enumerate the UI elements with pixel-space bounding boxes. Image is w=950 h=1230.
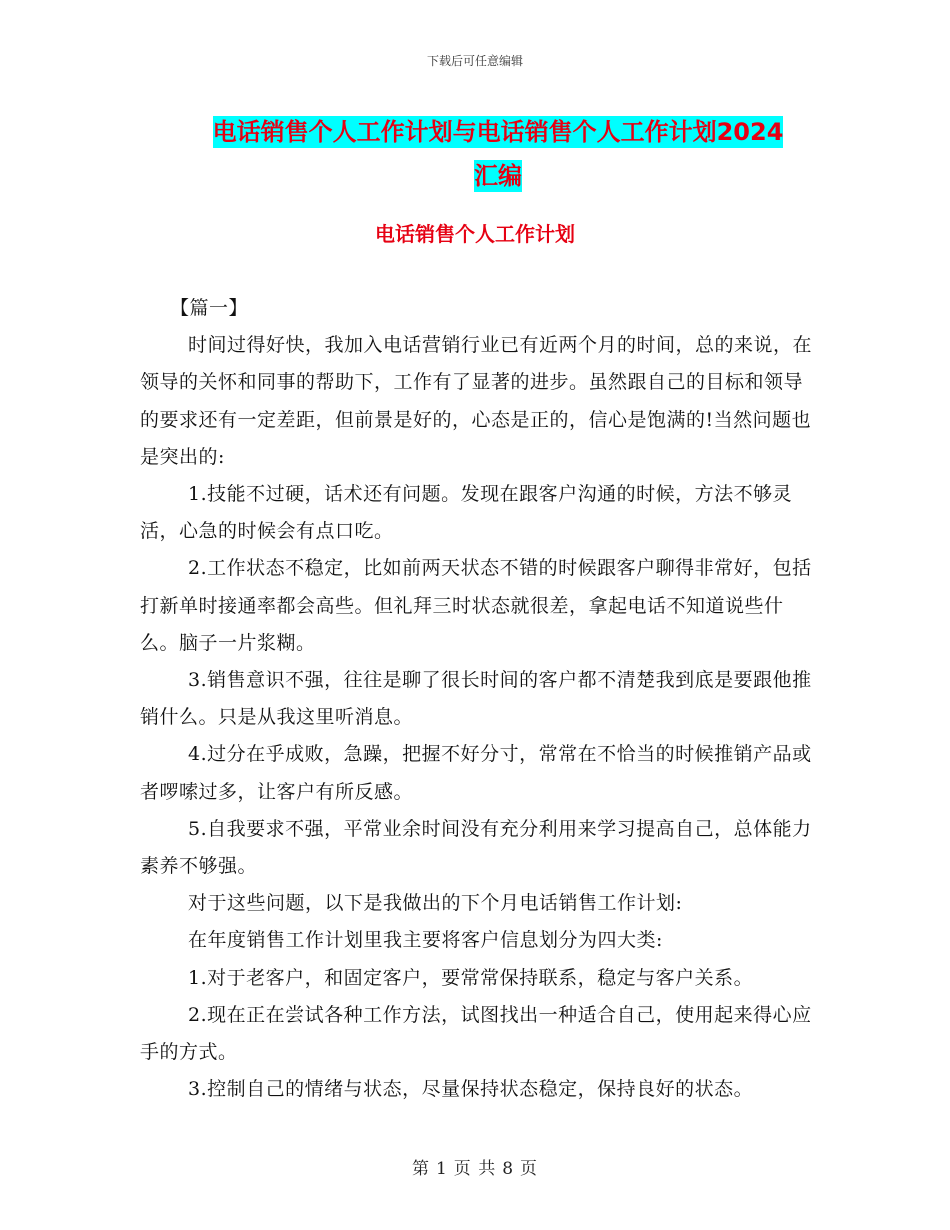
document-title <box>193 110 803 198</box>
paragraph: 4.过分在乎成败，急躁，把握不好分寸，常常在不恰当的时候推销产品或者啰嗦过多，让客户有所反感。 <box>140 743 812 803</box>
page-footer <box>0 1154 950 1179</box>
paragraph: 3.销售意识不强，往往是聊了很长时间的客户都不清楚我到底是要跟他推销什么。只是从我这里听消息。 <box>140 669 812 729</box>
paragraph: 在年度销售工作计划里我主要将客户信息划分为四大类: <box>188 929 663 952</box>
section-title: 电话销售个人工作计划 <box>375 222 575 246</box>
paragraph: 对于这些问题，以下是我做出的下个月电话销售工作计划: <box>188 892 683 915</box>
paragraph: 2.现在正在尝试各种工作方法，试图找出一种适合自己，使用起来得心应手的方式。 <box>140 1003 812 1064</box>
paragraph: 1.技能不过硬，话术还有问题。发现在跟客户沟通的时候，方法不够灵活，心急的时候会有点口吃。 <box>140 483 793 543</box>
document-title-line-1: 电话销售个人工作计划与电话销售个人工作计划2024 <box>212 118 784 146</box>
paragraph: 时间过得好快，我加入电话营销行业已有近两个月的时间，总的来说，在领导的关怀和同事的帮助下，工作有了显著的进步。虽然跟自己的目标和领导的要求还有一定差距，但前景是好的，心态是正的，信心是饱满的!当然问题也是突出的: <box>140 334 813 468</box>
paragraph: 2.工作状态不稳定，比如前两天状态不错的时候跟客户聊得非常好，包括打新单时接通率都会高些。但礼拜三时状态就很差，拿起电话不知道说些什么。脑子一片浆糊。 <box>140 557 812 654</box>
header-note: 下载后可任意编辑 <box>426 54 523 68</box>
footer-middle: 页 共 <box>453 1159 497 1179</box>
footer-prefix: 第 <box>411 1159 430 1179</box>
document-body <box>140 290 812 1108</box>
paragraph: 1.对于老客户，和固定客户，要常常保持联系，稳定与客户关系。 <box>188 966 754 989</box>
paragraph: 5.自我要求不强，平常业余时间没有充分利用来学习提高自己，总体能力素养不够强。 <box>140 817 812 878</box>
footer-suffix: 页 <box>520 1159 539 1179</box>
page-total: 8 <box>502 1159 515 1179</box>
document-title-line-2: 汇编 <box>474 162 522 190</box>
page-number: 1 <box>435 1159 448 1179</box>
paragraph: 3.控制自己的情绪与状态，尽量保持状态稳定，保持良好的状态。 <box>188 1078 754 1101</box>
chapter-label: 【篇一】 <box>170 297 249 319</box>
